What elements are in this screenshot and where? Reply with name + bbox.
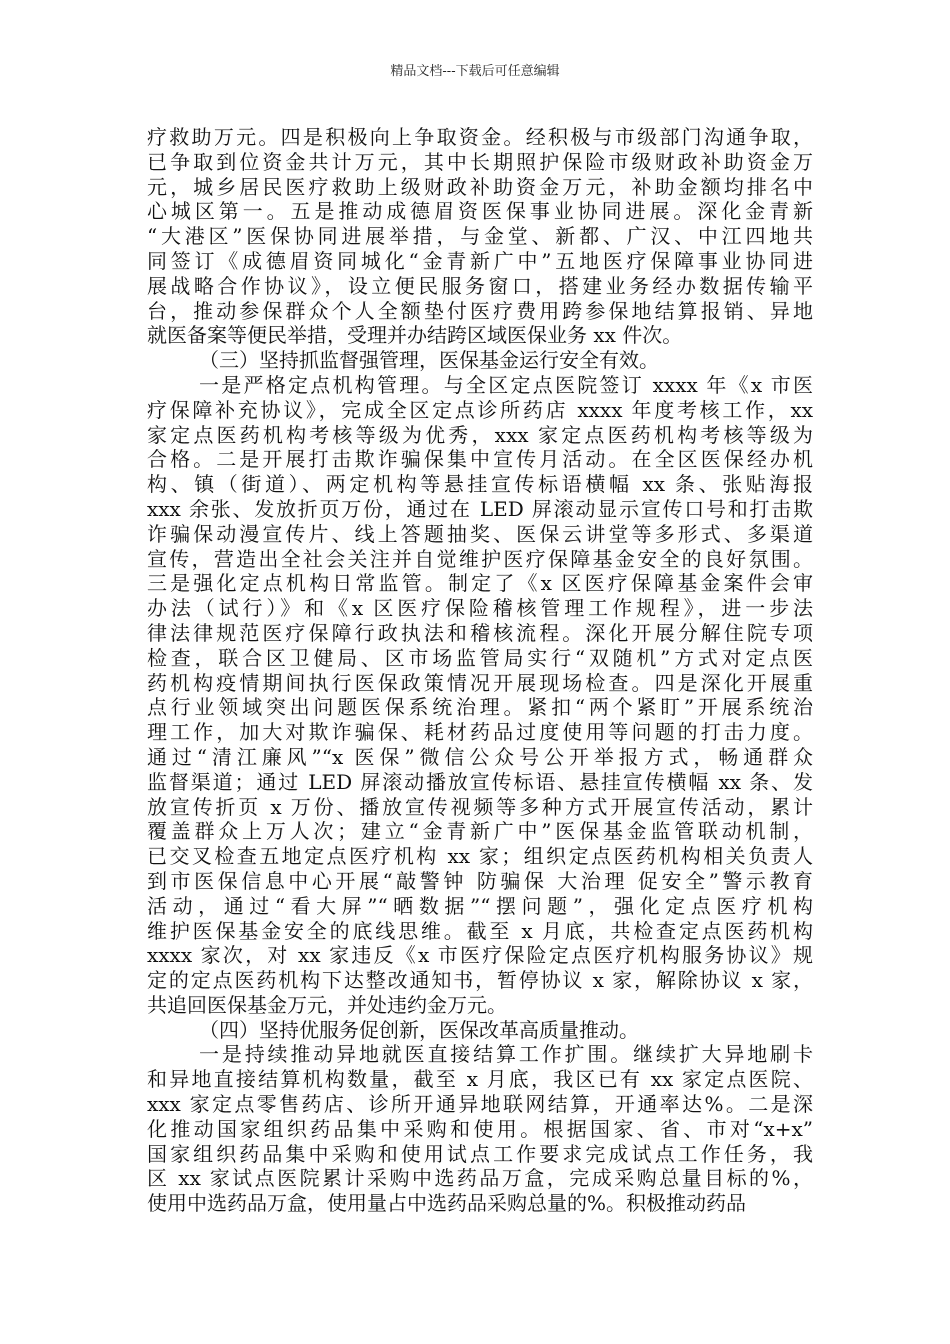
text-line: 定的定点医药机构下达整改通知书，暂停协议 x 家，解除协议 x 家， <box>147 968 813 993</box>
text-line: 点行业领域突出问题医保系统治理。紧扣“两个紧盯”开展系统治 <box>147 695 813 720</box>
text-line: 已交叉检查五地定点医疗机构 xx 家；组织定点医药机构相关负责人 <box>147 844 813 869</box>
page-header: 精品文档---下载后可任意编辑 <box>390 64 560 79</box>
text-line: “大港区”医保协同进展举措，与金堂、新都、广汉、中江四地共 <box>147 224 813 249</box>
text-line: 共追回医保基金万元，并处违约金万元。 <box>147 992 507 1017</box>
text-line: xxx 家定点零售药店、诊所开通异地联网结算，开通率达%。二是深 <box>147 1092 813 1117</box>
text-line: 放宣传折页 x 万份、播放宣传视频等多种方式开展宣传活动，累计 <box>147 794 813 819</box>
text-line: 监督渠道；通过 LED 屏滚动播放宣传标语、悬挂宣传横幅 xx 条、发 <box>147 769 813 794</box>
text-line: xxx 余张、发放折页万份，通过在 LED 屏滚动显示宣传口号和打击欺 <box>147 496 813 521</box>
text-line: 到市医保信息中心开展“敲警钟 防骗保 大治理 促安全”警示教育 <box>147 868 813 893</box>
paragraph <box>147 373 813 1018</box>
text-line: 疗救助万元。四是积极向上争取资金。经积极与市级部门沟通争取， <box>147 125 813 149</box>
text-line: 维护医保基金安全的底线思维。截至 x 月底，共检查定点医药机构 <box>147 918 813 943</box>
text-line: 国家组织药品集中采购和使用试点工作要求完成试点工作任务，我 <box>147 1141 813 1166</box>
text-line: 台，推动参保群众个人全额垫付医疗费用跨参保地结算报销、异地 <box>147 298 813 323</box>
paragraph <box>147 125 813 348</box>
text-line: 和异地直接结算机构数量，截至 x 月底，我区已有 xx 家定点医院、 <box>147 1067 813 1092</box>
text-line: 展战略合作协议》，设立便民服务窗口，搭建业务经办数据传输平 <box>147 273 813 298</box>
text-line: 覆盖群众上万人次；建立“金青新广中”医保基金监管联动机制， <box>147 819 813 844</box>
text-line: 同签订《成德眉资同城化“金青新广中”五地医疗保障事业协同进 <box>147 248 813 273</box>
text-line: 构、镇（街道）、两定机构等悬挂宣传标语横幅 xx 条、张贴海报 <box>147 472 813 497</box>
text-line: 宣传，营造出全社会关注并自觉维护医疗保障基金安全的良好氛围。 <box>147 546 813 571</box>
text-line: 办法（试行）》和《x 区医疗保险稽核管理工作规程》，进一步法 <box>147 596 813 621</box>
text-line: 化推动国家组织药品集中采购和使用。根据国家、省、市对“x+x” <box>147 1116 813 1141</box>
text-line: （四）坚持优服务促创新，医保改革高质量推动。 <box>199 1017 639 1042</box>
text-line: 一是严格定点机构管理。与全区定点医院签订 xxxx 年《x 市医 <box>199 372 813 397</box>
paragraph <box>147 1042 813 1216</box>
text-line: 药机构疫情期间执行医保政策情况开展现场检查。四是深化开展重 <box>147 670 813 695</box>
paragraph <box>147 348 813 373</box>
text-line: 区 xx 家试点医院累计采购中选药品万盒，完成采购总量目标的%， <box>147 1166 813 1191</box>
text-line: 使用中选药品万盒，使用量占中选药品采购总量的%。积极推动药品 <box>147 1191 747 1216</box>
text-line: 活动，通过“看大屏”“晒数据”“摆问题”，强化定点医疗机构 <box>147 893 813 918</box>
document-body <box>147 125 813 1216</box>
text-line: 就医备案等便民举措，受理并办结跨区域医保业务 xx 件次。 <box>147 323 683 348</box>
text-line: 通过“清江廉风”“x 医保”微信公众号公开举报方式，畅通群众 <box>147 744 813 769</box>
text-line: 已争取到位资金共计万元，其中长期照护保险市级财政补助资金万 <box>147 149 813 174</box>
text-line: 理工作，加大对欺诈骗保、耗材药品过度使用等问题的打击力度。 <box>147 720 813 745</box>
text-line: 一是持续推动异地就医直接结算工作扩围。继续扩大异地刷卡 <box>199 1042 813 1067</box>
text-line: 诈骗保动漫宣传片、线上答题抽奖、医保云讲堂等多形式、多渠道 <box>147 521 813 546</box>
text-line: 律法律规范医疗保障行政执法和稽核流程。深化开展分解住院专项 <box>147 620 813 645</box>
text-line: 心城区第一。五是推动成德眉资医保事业协同进展。深化金青新 <box>147 199 813 224</box>
text-line: 元，城乡居民医疗救助上级财政补助资金万元，补助金额均排名中 <box>147 174 813 199</box>
text-line: 疗保障补充协议》，完成全区定点诊所药店 xxxx 年度考核工作，xx <box>147 397 813 422</box>
text-line: 家定点医药机构考核等级为优秀，xxx 家定点医药机构考核等级为 <box>147 422 813 447</box>
text-line: xxxx 家次，对 xx 家违反《x 市医疗保险定点医疗机构服务协议》规 <box>147 943 813 968</box>
text-line: 合格。二是开展打击欺诈骗保集中宣传月活动。在全区医保经办机 <box>147 447 813 472</box>
paragraph <box>147 1018 813 1043</box>
text-line: （三）坚持抓监督强管理，医保基金运行安全有效。 <box>199 348 659 373</box>
text-line: 检查，联合区卫健局、区市场监管局实行“双随机”方式对定点医 <box>147 645 813 670</box>
text-line: 三是强化定点机构日常监管。制定了《x 区医疗保障基金案件会审 <box>147 571 813 596</box>
